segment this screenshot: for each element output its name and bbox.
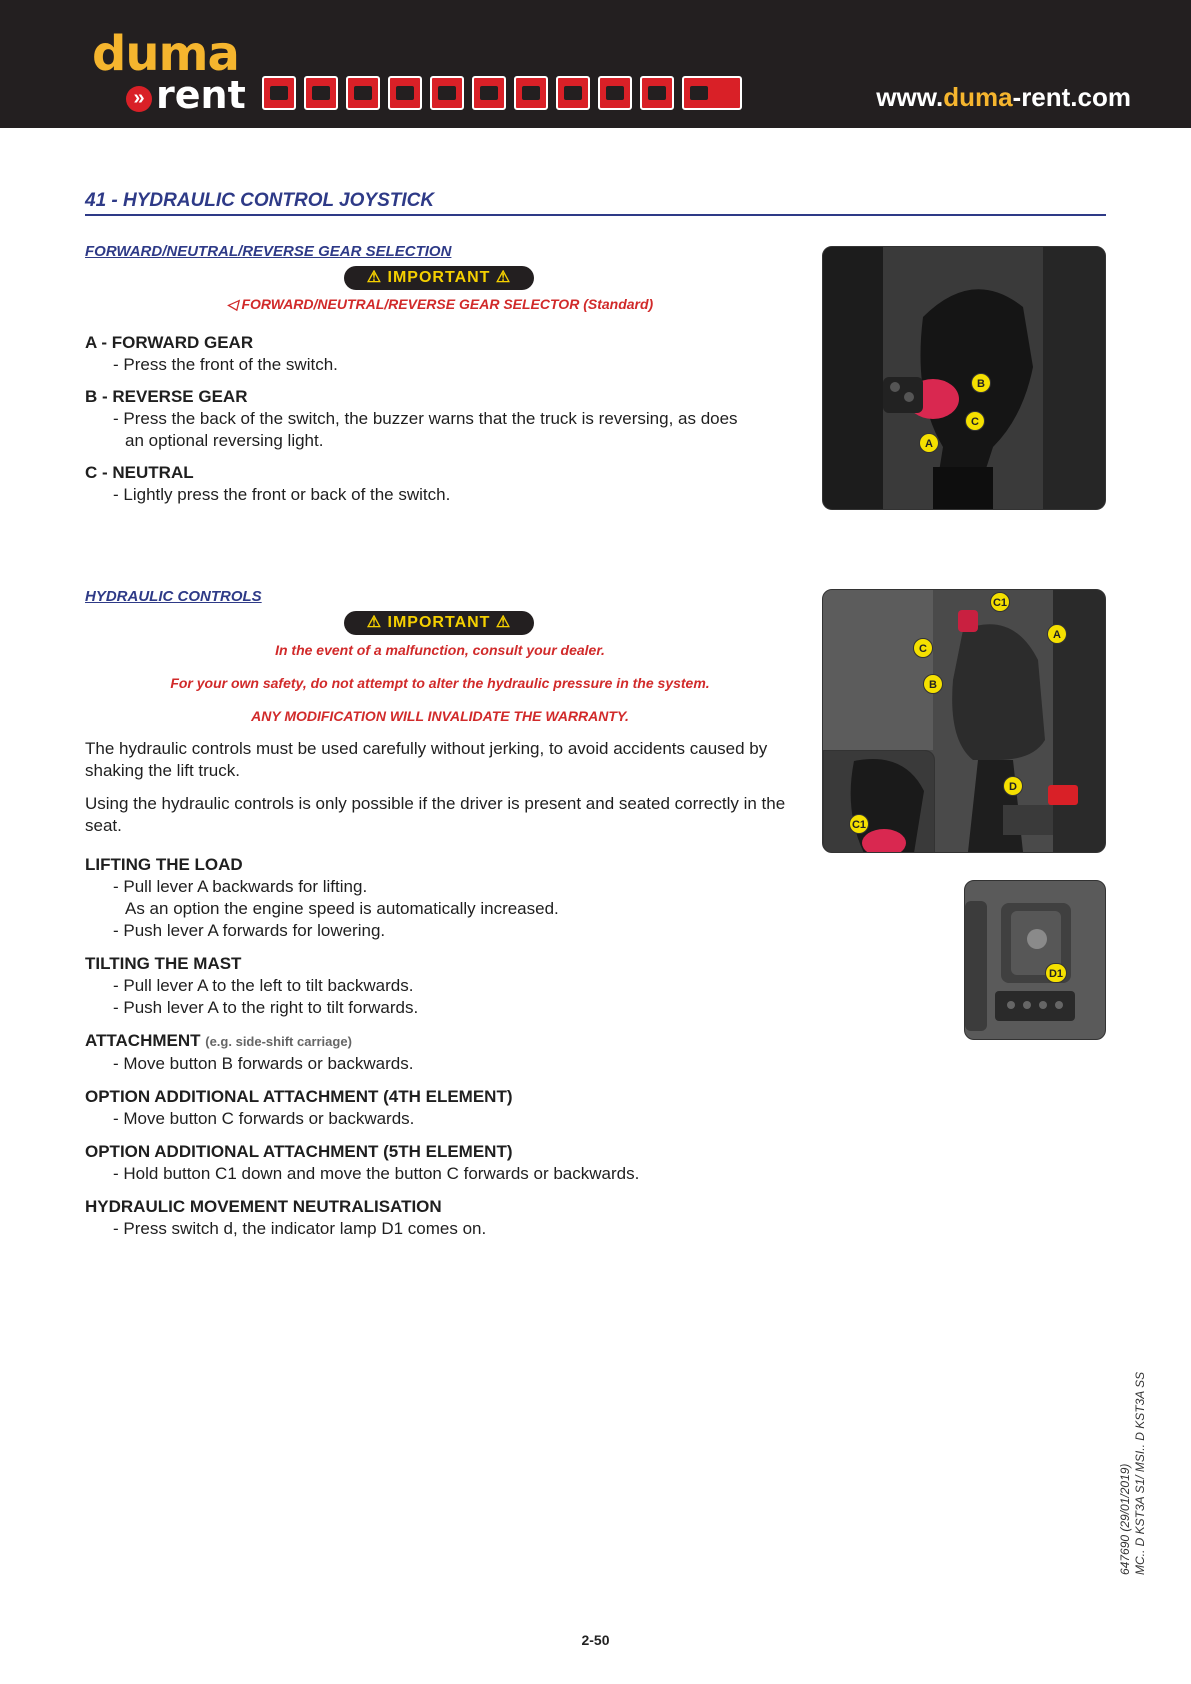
reverse-gear-text-1: - Press the back of the switch, the buzzer warns that the truck is reversing, as does: [113, 409, 738, 428]
crane-icon: [640, 76, 674, 110]
warning-line-3: ANY MODIFICATION WILL INVALIDATE THE WARRANTY.: [251, 708, 629, 724]
gear-selector-text: FORWARD/NEUTRAL/REVERSE GEAR SELECTOR (Standard): [241, 296, 654, 312]
tilting-text-2: - Push lever A to the right to tilt forwards.: [113, 998, 419, 1017]
hydraulic-para-1: The hydraulic controls must be used carefully without jerking, to avoid accidents caused by shaking the lift truck.: [85, 739, 768, 780]
neutral-title: C - NEUTRAL: [85, 463, 194, 482]
logo-chevron-icon: »: [126, 86, 152, 112]
marker-d: D: [1003, 776, 1023, 796]
reverse-gear-title: B - REVERSE GEAR: [85, 387, 248, 406]
lifting-title: LIFTING THE LOAD: [85, 855, 243, 874]
marker-c: C: [965, 411, 985, 431]
hydraulic-intro: [85, 738, 795, 837]
marker-c: C: [913, 638, 933, 658]
neutral-text: - Lightly press the front or back of the switch.: [113, 485, 451, 504]
gear-subheading: FORWARD/NEUTRAL/REVERSE GEAR SELECTION: [85, 243, 452, 260]
website-suffix: -rent.com: [1012, 82, 1131, 112]
marker-a: A: [919, 433, 939, 453]
gear-selector-note: [85, 296, 795, 313]
warning-line-2: For your own safety, do not attempt to alter the hydraulic pressure in the system.: [170, 675, 710, 691]
marker-a: A: [1047, 624, 1067, 644]
joystick-inset-photo: [823, 750, 935, 853]
lifting-text-1: - Pull lever A backwards for lifting.: [113, 877, 368, 896]
option-5th-text: - Hold button C1 down and move the button C forwards or backwards.: [113, 1164, 640, 1183]
option-4th-title: OPTION ADDITIONAL ATTACHMENT (4TH ELEMENT): [85, 1087, 513, 1106]
gear-instructions: [85, 332, 795, 506]
website-brand: duma: [943, 82, 1013, 112]
lifting-text-2: As an option the engine speed is automatically increased.: [125, 899, 559, 918]
option-4th-text: - Move button C forwards or backwards.: [113, 1109, 415, 1128]
marker-c1-inset: C1: [849, 814, 869, 834]
joystick-inset-illustration: [824, 751, 934, 853]
warning-icon: ⚠: [366, 614, 383, 631]
warning-icon: ⚠: [495, 614, 512, 631]
lifting-text-3: - Push lever A forwards for lowering.: [113, 921, 386, 940]
gear-selector-illustration: [823, 247, 1105, 509]
marker-b: B: [923, 674, 943, 694]
forklift-icon: [304, 76, 338, 110]
section-title: 41 - HYDRAULIC CONTROL JOYSTICK: [85, 190, 1106, 216]
hydraulic-subheading: HYDRAULIC CONTROLS: [85, 588, 262, 605]
attachment-title: ATTACHMENT: [85, 1031, 201, 1050]
logo-duma-text: duma: [92, 26, 239, 82]
telehandler-icon: [514, 76, 548, 110]
page-number: 2-50: [581, 1632, 610, 1648]
boom-lift-icon: [598, 76, 632, 110]
roller-icon: [472, 76, 506, 110]
warning-line-1: In the event of a malfunction, consult your dealer.: [275, 642, 605, 658]
attachment-heading: [85, 1030, 795, 1053]
joystick-photo: [822, 589, 1106, 853]
scissor-lift-icon: [346, 76, 380, 110]
tilting-title: TILTING THE MAST: [85, 954, 242, 973]
attachment-note: (e.g. side-shift carriage): [205, 1034, 352, 1049]
gear-important-badge: [344, 266, 534, 290]
excavator-icon: [556, 76, 590, 110]
hydraulic-instructions: [85, 854, 795, 1240]
machine-icons: [262, 76, 742, 110]
skid-loader-icon: [262, 76, 296, 110]
option-5th-title: OPTION ADDITIONAL ATTACHMENT (5TH ELEMENT): [85, 1142, 513, 1161]
doc-ref-2: MC.. D KST3A S1/ MSI.. D KST3A SS: [1133, 1371, 1147, 1575]
important-label: IMPORTANT: [387, 614, 491, 631]
important-label: IMPORTANT: [387, 269, 491, 286]
switch-illustration: [965, 881, 1105, 1039]
pallet-truck-icon: [388, 76, 422, 110]
forward-gear-text: - Press the front of the switch.: [113, 355, 338, 374]
document-reference: [1118, 1372, 1148, 1575]
website-link[interactable]: [876, 82, 1131, 113]
pointer-icon: ◁: [226, 296, 238, 312]
marker-d1: D1: [1045, 963, 1067, 983]
reverse-gear-text-2: an optional reversing light.: [125, 431, 324, 450]
neutralisation-title: HYDRAULIC MOVEMENT NEUTRALISATION: [85, 1197, 442, 1216]
warning-icon: ⚠: [366, 269, 383, 286]
warning-icon: ⚠: [495, 269, 512, 286]
website-prefix: www.: [876, 82, 944, 112]
hydraulic-important-badge: [344, 611, 534, 635]
switch-photo: [964, 880, 1106, 1040]
truck-icon: [682, 76, 742, 110]
doc-ref-1: 647690 (29/01/2019): [1118, 1463, 1132, 1575]
gear-selector-photo: [822, 246, 1106, 510]
neutralisation-text: - Press switch d, the indicator lamp D1 comes on.: [113, 1219, 487, 1238]
hydraulic-para-2: Using the hydraulic controls is only possible if the driver is present and seated correctly in the seat.: [85, 794, 786, 835]
forward-gear-title: A - FORWARD GEAR: [85, 333, 254, 352]
attachment-text: - Move button B forwards or backwards.: [113, 1054, 414, 1073]
marker-b: B: [971, 373, 991, 393]
tilting-text-1: - Pull lever A to the left to tilt backwards.: [113, 976, 414, 995]
header-bar: [0, 0, 1191, 128]
logo-rent-text: rent: [156, 73, 246, 117]
marker-c1: C1: [990, 592, 1010, 612]
tractor-icon: [430, 76, 464, 110]
